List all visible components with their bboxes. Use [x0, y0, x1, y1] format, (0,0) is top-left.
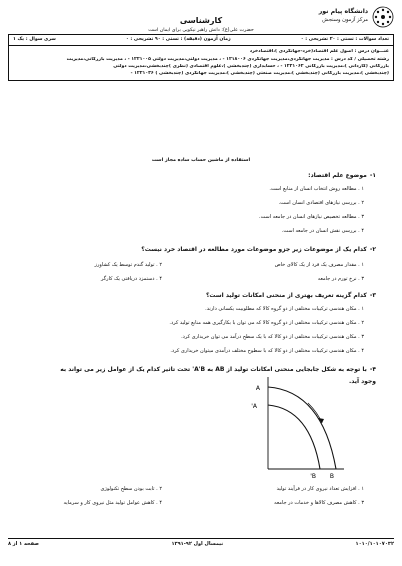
question-1	[28, 172, 376, 180]
exam-title-block	[120, 16, 282, 34]
question-number: ۲-	[369, 246, 376, 253]
page-number: صفحه ۱ از ۸	[8, 541, 40, 547]
exam-info-box	[8, 34, 394, 81]
question-number: ۴-	[369, 366, 376, 373]
question-4-continued: وجود آید.	[348, 378, 376, 385]
questions-count: تعداد سوالات : تستی : ۲۰ تشریحی : ۰	[300, 37, 389, 42]
q1-option-4[interactable]: ۴ . بررسی نقش انسان در جامعه است.	[281, 228, 364, 234]
label-a-prime: A'	[251, 403, 257, 410]
university-name: دانشگاه پیام نور	[318, 8, 368, 15]
question-text: کدام گزینه تعریف بهتری از منحنی امکانات تولید است؟	[205, 292, 367, 299]
label-a: A	[255, 385, 260, 392]
q4-option-4[interactable]: ۴ . کاهش عوامل تولید مثل نیروی کار و سرمایه	[63, 500, 162, 506]
degree-title: کارشناسی	[179, 16, 223, 25]
q1-option-2[interactable]: ۲ . بررسی نیازهای اقتصادی انسان است.	[278, 200, 364, 206]
exam-time: زمان آزمون (دقیقه) : تستی : ۹۰ تشریحی : ۰	[125, 37, 231, 42]
question-number: ۱-	[369, 172, 376, 179]
q1-option-3[interactable]: ۳ . مطالعه تخصیص نیازهای انسان در جامعه است.	[259, 214, 364, 220]
q2-option-4[interactable]: ۴ . دستمزد دریافتی یک کارگر	[101, 276, 162, 282]
exam-meta-row	[9, 35, 393, 46]
q2-option-2[interactable]: ۲ . تولید گندم توسط یک کشاورز	[94, 262, 162, 268]
exam-footer	[8, 541, 394, 547]
question-text: با توجه به شکل جابجایی منحنی امکانات تولید از AB به A'B' تحت تاثیر کدام یک از عوامل زیر می تواند به	[60, 366, 367, 373]
question-number: ۳-	[369, 292, 376, 299]
q3-option-3[interactable]: ۳ . مکان هندسی ترکیبات مختلفی از دو کالا که با یک سطح درآمد می توان خریداری کرد.	[181, 334, 364, 340]
q3-option-1[interactable]: ۱ . مکان هندسی ترکیبات مختلفی از دو گروه کالا که مطلوبیت یکسانی دارند.	[205, 306, 364, 312]
label-b: B	[329, 473, 334, 480]
term-label: نیمسال اول ۹۲-۱۳۹۱	[171, 541, 224, 547]
q2-option-3[interactable]: ۳ . نرخ تورم در جامعه	[317, 276, 364, 282]
curve-ab	[268, 387, 336, 469]
curve-a-prime-b-prime	[268, 405, 320, 469]
q4-option-1[interactable]: ۱ . افزایش تعداد نیروی کار در فرآیند تولید	[276, 486, 364, 492]
q3-option-2[interactable]: ۲ . مکان هندسی ترکیبات مختلفی از دو گروه کالا که می توان با بکارگیری همه منابع تولید کرد.	[169, 320, 364, 326]
q4-option-2[interactable]: ۲ . ثابت بودن سطح تکنولوژی	[100, 486, 162, 492]
q3-option-4[interactable]: ۴ . مکان هندسی ترکیبات مختلفی از دو کالا که با سطوح مختلف درآمدی میتوان خریداری کرد.	[170, 348, 364, 354]
university-emblem-icon	[372, 6, 394, 28]
footer-divider	[8, 538, 394, 539]
course-title: عنـــوان درس : اصول علم اقتصاد(خرد-جهانگردی )،اقتصادخرد	[249, 49, 389, 55]
question-3	[28, 292, 376, 300]
field-line-1: رشته تحصیلی / کد درس : مدیریت جهانگردی،مدیریت جهانگردی ۱۲۱۸۰۰۶ - ، مدیریت دولتی،مدیریت دولتی ۱۲۲۱۰۰۵ - ، مدیریت بازرگانی،مدیریت	[66, 56, 389, 62]
course-details	[9, 46, 393, 80]
q2-option-1[interactable]: ۱ . مقدار مصرف یک فرد از یک کالای خاص	[274, 262, 364, 268]
question-2	[28, 246, 376, 254]
center-name: مرکز آزمون وسنجش	[322, 17, 368, 23]
ppf-diagram	[248, 373, 348, 481]
question-text: موضوع علم اقتصاد:	[308, 172, 367, 179]
question-text: کدام یک از موضوعات زیر جزو موضوعات مورد مطالعه در اقتصاد خرد نیست؟	[141, 246, 367, 253]
calculator-note: استفاده از ماشین حساب ساده مجاز است	[151, 158, 251, 163]
q4-option-3[interactable]: ۳ . کاهش مصرف کالاها و خدمات در جامعه	[274, 500, 364, 506]
q1-option-1[interactable]: ۱ . مطالعه روش انتخاب انسان از منابع است.	[269, 186, 364, 192]
exam-code: ۱۰۱۰/۱۰۱۰۷۰۳۲	[355, 541, 394, 547]
header-quote: حضرت علی(ع): دانش راهبر نیکویی برای ایمان است	[148, 28, 254, 33]
question-series: سری سوال : یک ۱	[13, 37, 56, 42]
field-line-3: (چندبخشی )،مدیریت بازرگانی (چندبخشی )،مدیریت صنعتی (چندبخشی )،مدیریت جهانگردی (چندبخشی ) ۱۲۲۱۰۳۶ -	[130, 71, 389, 77]
field-line-2: بازرگانی (کاردانی )،مدیریت بازرگانی ۱۲۲۱۰۶۲ - ، حسابداری (چندبخشی )،علوم اقتصادی (نظری )چندبخشی،مدیریت دولتی	[113, 63, 389, 69]
label-b-prime: B'	[310, 473, 316, 480]
